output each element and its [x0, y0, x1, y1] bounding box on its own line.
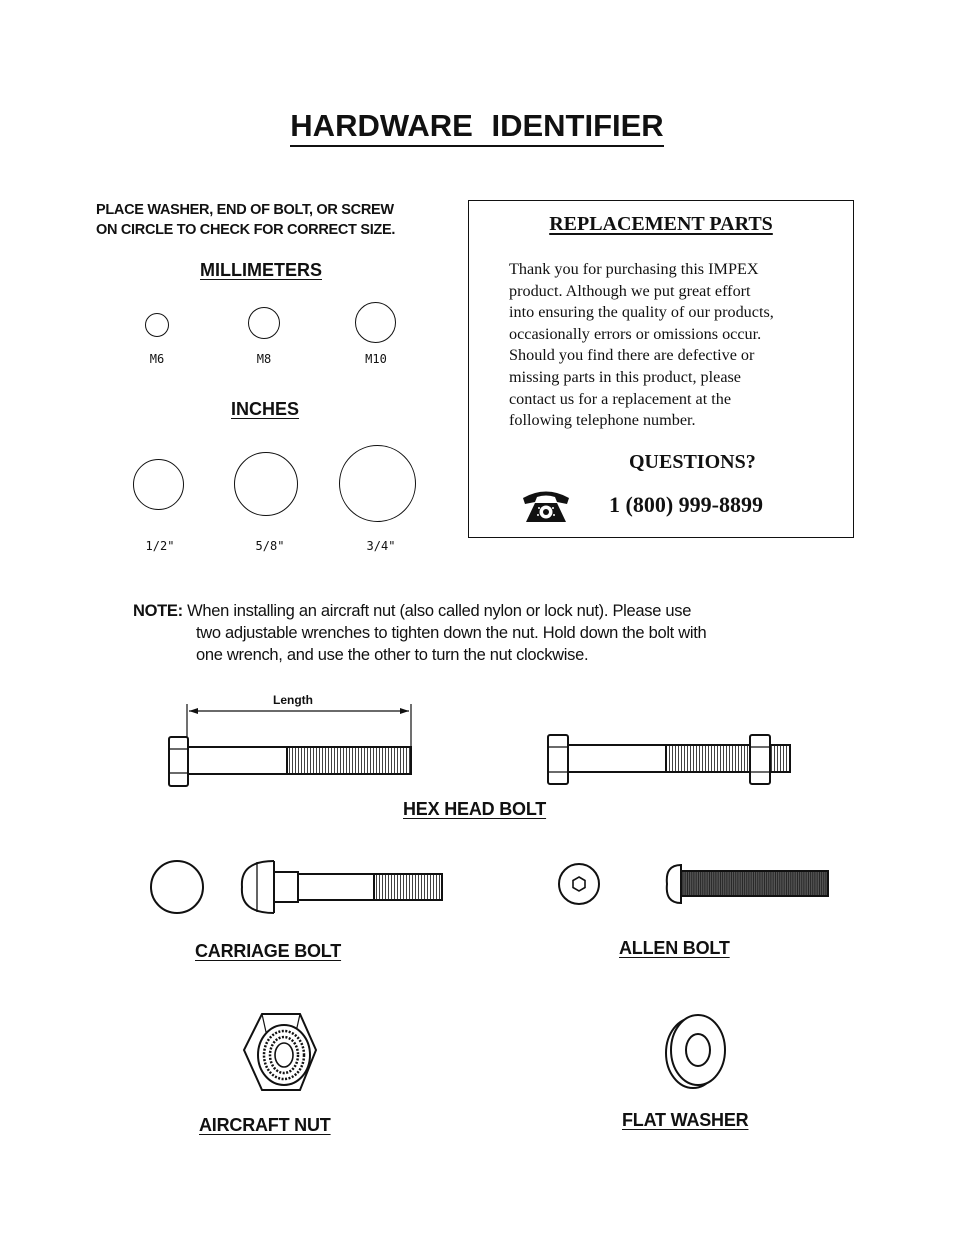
half-inch-size-label: 1/2"	[145, 539, 175, 553]
millimeters-heading: MILLIMETERS	[200, 260, 322, 280]
message-line: missing parts in this product, please	[509, 367, 741, 386]
aircraft-nut-drawing	[240, 1010, 320, 1095]
instructions-line-2: ON CIRCLE TO CHECK FOR CORRECT SIZE.	[96, 222, 396, 238]
questions-heading: QUESTIONS?	[629, 451, 756, 473]
page-title-text: HARDWARE IDENTIFIER	[290, 108, 663, 147]
replacement-parts-box	[468, 200, 854, 538]
note-line-2: two adjustable wrenches to tighten down the nut. Hold down the bolt with	[196, 624, 707, 642]
hex-head-bolt-label: HEX HEAD BOLT	[403, 799, 547, 819]
aircraft-nut-label: AIRCRAFT NUT	[199, 1115, 331, 1135]
note-line-1: When installing an aircraft nut (also called nylon or lock nut). Please use	[187, 602, 692, 620]
five-eighths-inch-size-circle	[234, 452, 298, 516]
hex-head-bolt-with-length-drawing	[160, 700, 430, 800]
three-quarter-inch-size-circle	[339, 445, 416, 522]
message-line: into ensuring the quality of our products,	[509, 303, 774, 322]
telephone-icon	[521, 489, 571, 525]
flat-washer-label: FLAT WASHER	[622, 1110, 749, 1130]
m10-size-circle	[355, 302, 396, 343]
phone-number[interactable]: 1 (800) 999-8899	[609, 492, 763, 517]
length-label: Length	[273, 693, 313, 707]
half-inch-size-circle	[133, 459, 184, 510]
m6-size-label: M6	[149, 352, 165, 366]
instructions-line-1: PLACE WASHER, END OF BOLT, OR SCREW	[96, 202, 394, 218]
carriage-bolt-drawing	[148, 850, 448, 925]
inches-heading: INCHES	[231, 399, 300, 419]
replacement-parts-title: REPLACEMENT PARTS	[549, 213, 773, 235]
page-title	[0, 108, 954, 144]
note-label: NOTE:	[133, 602, 183, 620]
m10-size-label: M10	[365, 352, 387, 366]
allen-bolt-drawing	[555, 860, 835, 915]
note-line-3: one wrench, and use the other to turn the nut clockwise.	[196, 646, 589, 664]
message-line: Thank you for purchasing this IMPEX	[509, 260, 759, 278]
allen-bolt-label: ALLEN BOLT	[619, 938, 730, 958]
size-check-instructions	[96, 200, 456, 240]
message-line: occasionally errors or omissions occur.	[509, 324, 762, 343]
message-line: product. Although we put great effort	[509, 281, 751, 300]
message-line: following telephone number.	[509, 411, 696, 430]
m8-size-circle	[248, 307, 280, 339]
five-eighths-inch-size-label: 5/8"	[255, 539, 285, 553]
m8-size-label: M8	[256, 352, 272, 366]
flat-washer-drawing	[660, 1015, 735, 1095]
aircraft-nut-note	[133, 600, 833, 666]
m6-size-circle	[145, 313, 169, 337]
hex-head-bolt-with-nut-drawing	[540, 730, 800, 790]
three-quarter-inch-size-label: 3/4"	[366, 539, 396, 553]
message-line: Should you find there are defective or	[509, 346, 755, 365]
replacement-parts-message	[509, 259, 839, 432]
carriage-bolt-label: CARRIAGE BOLT	[195, 941, 342, 961]
message-line: contact us for a replacement at the	[509, 389, 732, 408]
